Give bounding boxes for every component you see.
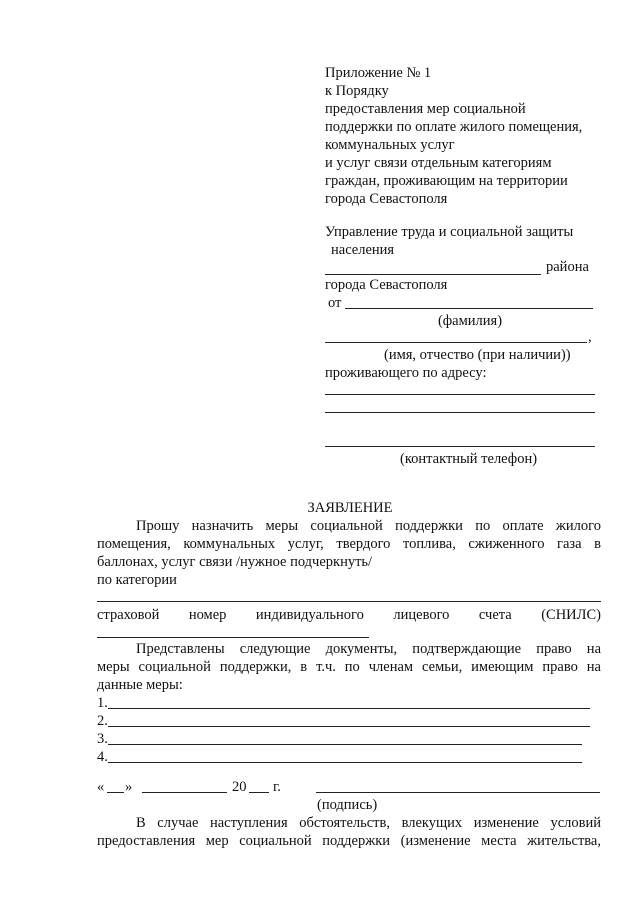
date-year-field[interactable] bbox=[249, 792, 269, 793]
appendix-line: граждан, проживающим на территории bbox=[325, 173, 568, 189]
date-year-suffix: г. bbox=[273, 779, 281, 795]
document-field-4[interactable] bbox=[108, 762, 582, 763]
category-field[interactable] bbox=[97, 601, 601, 602]
notice-text-line: предоставления мер социальной поддержки (изменение места жительства, bbox=[97, 833, 601, 849]
snils-word: счета bbox=[478, 607, 512, 623]
appendix-line: Приложение № 1 bbox=[325, 65, 432, 81]
documents-text-line: данные меры: bbox=[97, 677, 183, 693]
residing-label: проживающего по адресу: bbox=[325, 365, 487, 381]
list-item-number: 3. bbox=[97, 731, 108, 747]
document-field-2[interactable] bbox=[108, 726, 590, 727]
appendix-line: коммунальных услуг bbox=[325, 137, 455, 153]
snils-word: номер bbox=[188, 607, 227, 623]
appendix-line: города Севастополя bbox=[325, 191, 448, 207]
document-field-3[interactable] bbox=[108, 744, 582, 745]
list-item-number: 4. bbox=[97, 749, 108, 765]
appendix-line: и услуг связи отдельным категориям bbox=[325, 155, 552, 171]
documents-text-line: Представлены следующие документы, подтверждающие право на bbox=[136, 641, 601, 657]
date-day-field[interactable] bbox=[107, 792, 124, 793]
documents-text-line: меры социальной поддержки, в т.ч. по членам семьи, имеющим право на bbox=[97, 659, 601, 675]
department-name-cont: населения bbox=[331, 242, 395, 258]
signature-caption: (подпись) bbox=[317, 797, 378, 813]
name-field[interactable] bbox=[325, 342, 587, 343]
appendix-line: к Порядку bbox=[325, 83, 389, 99]
phone-caption: (контактный телефон) bbox=[400, 451, 538, 467]
list-item-number: 2. bbox=[97, 713, 108, 729]
district-field[interactable] bbox=[325, 274, 541, 275]
snils-label-row bbox=[97, 606, 601, 624]
list-item-number: 1. bbox=[97, 695, 108, 711]
document-field-1[interactable] bbox=[108, 708, 590, 709]
district-suffix: района bbox=[546, 259, 589, 275]
snils-word: индивидуального bbox=[255, 607, 364, 623]
date-year-prefix: 20 bbox=[232, 779, 247, 795]
date-quote-close: » bbox=[125, 779, 133, 795]
notice-text-line: В случае наступления обстоятельств, влекущих изменение условий bbox=[136, 815, 601, 831]
department-name: Управление труда и социальной защиты bbox=[325, 224, 574, 240]
appendix-line: поддержки по оплате жилого помещения, bbox=[325, 119, 583, 135]
address-field-1[interactable] bbox=[325, 394, 595, 395]
category-label: по категории bbox=[97, 572, 177, 588]
surname-field[interactable] bbox=[345, 308, 593, 309]
name-field-comma: , bbox=[588, 329, 592, 345]
appendix-line: предоставления мер социальной bbox=[325, 101, 526, 117]
phone-field[interactable] bbox=[325, 446, 595, 447]
request-text-line: Прошу назначить меры социальной поддержки по оплате жилого bbox=[136, 518, 601, 534]
snils-field[interactable] bbox=[97, 637, 369, 638]
from-label: от bbox=[328, 295, 342, 311]
application-title: ЗАЯВЛЕНИЕ bbox=[307, 500, 393, 516]
date-quote-open: « bbox=[97, 779, 105, 795]
request-text-line: баллонах, услуг связи /нужное подчеркнуть/ bbox=[97, 554, 373, 570]
snils-word: лицевого bbox=[393, 607, 450, 623]
address-field-2[interactable] bbox=[325, 412, 595, 413]
snils-word: страховой bbox=[97, 607, 160, 623]
surname-caption: (фамилия) bbox=[437, 313, 503, 329]
signature-field[interactable] bbox=[316, 792, 600, 793]
snils-word: (СНИЛС) bbox=[541, 607, 601, 623]
name-caption: (имя, отчество (при наличии)) bbox=[384, 347, 571, 363]
request-text-line: помещения, коммунальных услуг, твердого топлива, сжиженного газа в bbox=[97, 536, 601, 552]
city-label: города Севастополя bbox=[325, 277, 448, 293]
date-month-field[interactable] bbox=[142, 792, 227, 793]
